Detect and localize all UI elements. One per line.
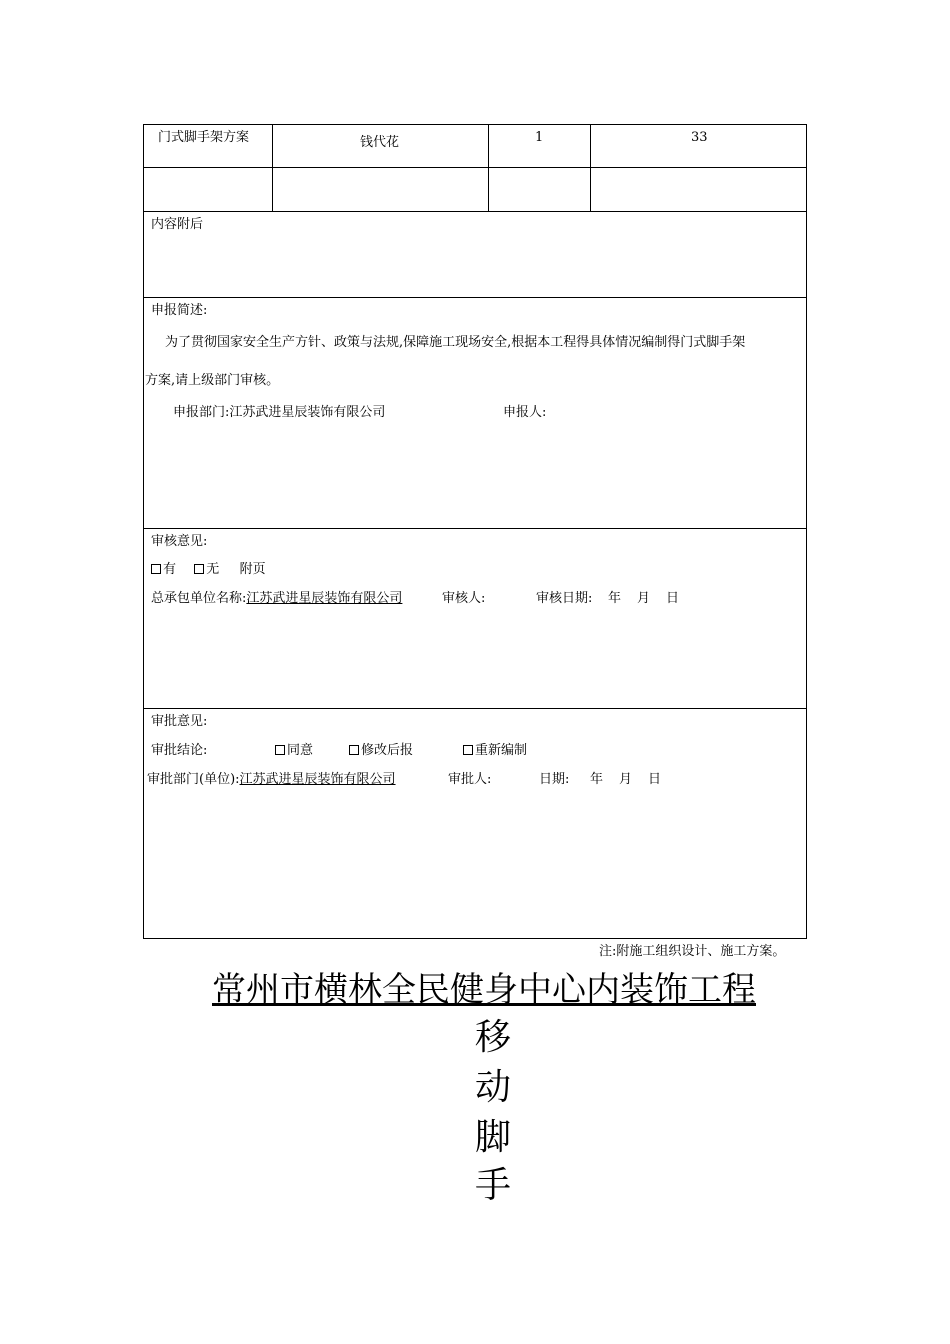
approval-option-agree: [275, 743, 313, 759]
approval-dept-label: 审批部门(单位):: [147, 772, 240, 787]
doc-name-cell: 门式脚手架方案: [158, 130, 250, 145]
vertical-title-char: 手: [475, 1165, 512, 1206]
review-options: [151, 562, 266, 578]
pages-cell: 33: [691, 130, 708, 145]
report-person-label: 申报人:: [503, 405, 547, 420]
row-divider: [143, 211, 807, 212]
row-divider: [143, 528, 807, 529]
option-yes-label: 有: [163, 562, 177, 577]
author-cell: 钱代花: [360, 135, 400, 150]
review-date-label: 审核日期:: [536, 591, 593, 606]
checkbox-agree[interactable]: [275, 745, 285, 755]
approval-option-revise: [349, 743, 413, 759]
row-divider: [143, 297, 807, 298]
checkbox-no[interactable]: [194, 564, 204, 574]
review-unit-row: [151, 591, 402, 607]
option-no-label: 无: [206, 562, 220, 577]
checkbox-yes[interactable]: [151, 564, 161, 574]
approver-label: 审批人:: [448, 772, 492, 787]
option-agree-label: 同意: [287, 743, 314, 758]
report-dept: 申报部门:江苏武进星辰装饰有限公司: [173, 405, 386, 420]
option-redo-label: 重新编制: [475, 743, 528, 758]
checkbox-revise[interactable]: [349, 745, 359, 755]
review-unit-label: 总承包单位名称:: [151, 591, 247, 606]
footnote: 注:附施工组织设计、施工方案。: [599, 944, 786, 959]
approval-option-redo: [463, 743, 527, 759]
row-divider: [143, 708, 807, 709]
checkbox-redo[interactable]: [463, 745, 473, 755]
col-divider: [272, 124, 273, 211]
approval-heading: 审批意见:: [151, 714, 208, 729]
col-divider: [488, 124, 489, 211]
vertical-title-char: 移: [475, 1017, 512, 1058]
approval-month: 月: [619, 772, 633, 787]
report-paragraph-line2: 方案,请上级部门审核。: [145, 373, 280, 388]
approval-dept-value: 江苏武进星辰装饰有限公司: [239, 772, 396, 787]
vertical-title-char: 脚: [475, 1117, 512, 1158]
form-table: [143, 124, 807, 939]
review-year: 年: [608, 591, 622, 606]
review-heading: 审核意见:: [151, 534, 208, 549]
row-divider: [143, 167, 807, 168]
vertical-title-char: 动: [475, 1067, 512, 1108]
project-title: 常州市横林全民健身中心内装饰工程: [212, 970, 756, 1010]
reviewer-label: 审核人:: [442, 591, 486, 606]
approval-day: 日: [648, 772, 662, 787]
approval-dept-row: [147, 772, 396, 788]
option-revise-label: 修改后报: [361, 743, 414, 758]
review-day: 日: [666, 591, 680, 606]
approval-conclusion-label: 审批结论:: [151, 743, 208, 758]
review-unit-value: 江苏武进星辰装饰有限公司: [246, 591, 403, 606]
approval-year: 年: [590, 772, 604, 787]
review-month: 月: [637, 591, 651, 606]
appendix-label: 附页: [239, 562, 266, 577]
report-paragraph-line1: 为了贯彻国家安全生产方针、政策与法规,保障施工现场安全,根据本工程得具体情况编制得门式脚手架: [165, 335, 746, 350]
attachment-text: 内容附后: [151, 217, 204, 232]
approval-date-label: 日期:: [539, 772, 570, 787]
col-divider: [590, 124, 591, 211]
report-heading: 申报简述:: [151, 303, 208, 318]
copies-cell: 1: [535, 130, 544, 145]
